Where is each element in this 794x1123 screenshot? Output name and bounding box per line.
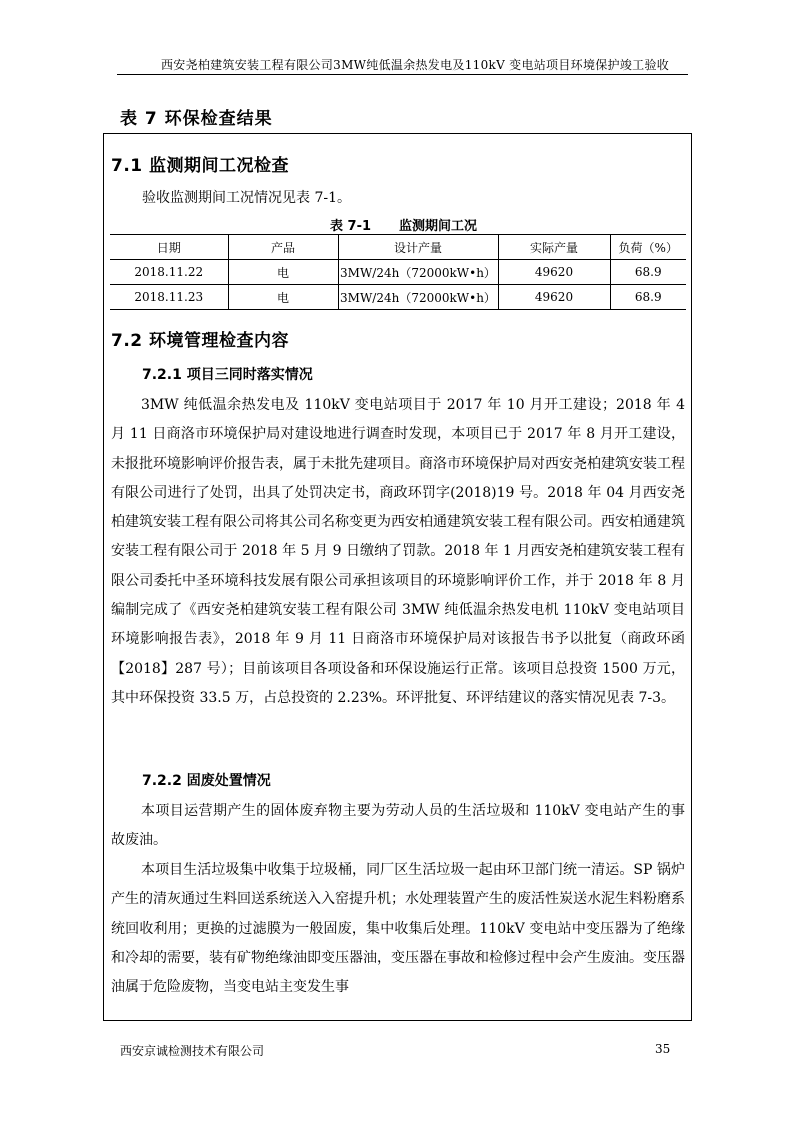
cell-product: 电 [228,285,338,310]
condition-table [110,234,686,310]
page-number: 35 [655,1042,671,1056]
cell-date: 2018.11.22 [110,260,228,285]
cell-actual-output: 49620 [498,260,610,285]
cell-design-output: 3MW/24h（72000kW•h） [338,260,498,285]
cell-date: 2018.11.23 [110,285,228,310]
col-header-design-output: 设计产量 [338,235,498,260]
section-7-2-title: 7.2 环境管理检查内容 [111,331,290,351]
caption-number: 表 7-1 [330,219,372,234]
section-7-2-1-paragraph: 3MW 纯低温余热发电及 110kV 变电站项目于 2017 年 10 月开工建设；2018 年 4 月 11 日商洛市环境保护局对建设地进行调查时发现，本项目已于 2017 年 8 月开工建设，未报批环境影响评价报告表，属于未批先建项目。商洛市环境保护局对西安尧柏建筑安装工程有限公司进行了处罚，出具了处罚决定书，商政环罚字(2018)19 号。2018 年 04 月西安尧柏建筑安装工程有限公司将其公司名称变更为西安柏通建筑安装工程有限公司。西安柏通建筑安装工程有限公司于 2018 年 5 月 9 日缴纳了罚款。2018 年 1 月西安尧柏建筑安装工程有限公司委托中圣环境科技发展有限公司承担该项目的环境影响评价工作，并于 2018 年 8 月编制完成了《西安尧柏建筑安装工程有限公司 3MW 纯低温余热发电机 110kV 变电站项目环境影响报告表》，2018 年 9 月 11 日商洛市环境保护局对该报告书予以批复（商政环函【2018】287 号）；目前该项目各项设备和环保设施运行正常。该项目总投资 1500 万元，其中环保投资 33.5 万，占总投资的 2.23%。环评批复、环评结建议的落实情况见表 7-3。 [111,397,685,706]
col-header-date: 日期 [110,235,228,260]
caption-name: 监测期间工况 [399,219,478,234]
table-header-row [110,235,686,260]
col-header-product: 产品 [228,235,338,260]
section-7-1-intro: 验收监测期间工况情况见表 7-1。 [142,190,351,206]
cell-design-output: 3MW/24h（72000kW•h） [338,285,498,310]
section-7-2-2-paragraph-1: 本项目运营期产生的固体废弃物主要为劳动人员的生活垃圾和 110kV 变电站产生的事故废油。 [111,803,685,849]
section-7-2-2-paragraph-2: 本项目生活垃圾集中收集于垃圾桶，同厂区生活垃圾一起由环卫部门统一清运。SP 锅炉产生的清灰通过生料回送系统送入入窑提升机；水处理装置产生的废活性炭送水泥生料粉磨系统回收利用；更换的过滤膜为一般固废，集中收集后处理。110kV 变电站中变压器为了绝缘和冷却的需要，装有矿物绝缘油即变压器油，变压器在事故和检修过程中会产生废油。变压器油属于危险废物，当变电站主变发生事 [111,862,685,996]
cell-load: 68.9 [610,285,686,310]
section-7-2-2-title: 7.2.2 固废处置情况 [142,773,271,789]
footer-company: 西安京诚检测技术有限公司 [120,1044,265,1058]
section-7-2-1-title: 7.2.1 项目三同时落实情况 [142,367,313,383]
page-header: 西安尧柏建筑安装工程有限公司3MW纯低温余热发电及110kV 变电站项目环境保护竣工验收 [160,58,670,72]
table-row [110,260,686,285]
header-rule [117,74,688,75]
cell-product: 电 [228,260,338,285]
col-header-actual-output: 实际产量 [498,235,610,260]
table-caption [330,215,477,234]
section-7-1-title: 7.1 监测期间工况检查 [111,156,290,176]
col-header-load: 负荷（%） [610,235,686,260]
cell-load: 68.9 [610,260,686,285]
table-row [110,285,686,310]
table-title: 表 7 环保检查结果 [120,109,273,129]
cell-actual-output: 49620 [498,285,610,310]
